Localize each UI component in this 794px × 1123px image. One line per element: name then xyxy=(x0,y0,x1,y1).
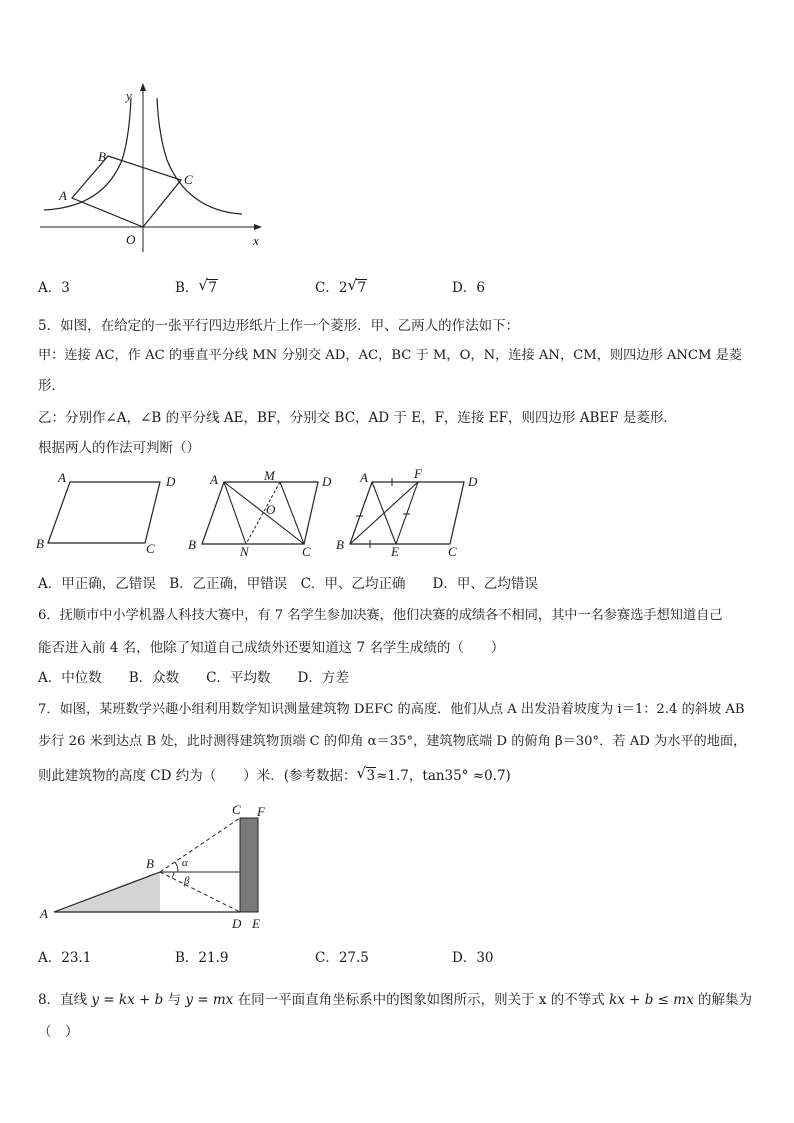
q7-line1: 7．如图，某班数学兴趣小组利用数学知识测量建筑物 DEFC 的高度．他们从点 A 出发沿着坡度为 i＝1：2.4 的斜坡 AB xyxy=(38,702,745,717)
label-alpha: α xyxy=(182,857,188,869)
q5-judge: 根据两人的作法可判断（） xyxy=(38,440,200,456)
q4-figure xyxy=(30,80,280,260)
label-b: B xyxy=(146,856,154,871)
q6-line2: 能否进入前 4 名，他除了知道自己成绩外还要知道这 7 名学生成绩的（ ） xyxy=(38,640,505,656)
q7-line2: 步行 26 米到达点 B 处，此时测得建筑物顶端 C 的仰角 α＝35°，建筑物底端 D 的俯角 β＝30°．若 AD 为水平的地面， xyxy=(38,734,747,749)
q7-option-b[interactable]: B．21.9 xyxy=(175,950,229,966)
fig3-label-d: D xyxy=(468,474,478,489)
y-axis-arrow xyxy=(140,83,146,91)
sqrt-sign: √ 7 xyxy=(198,279,218,296)
fig3-label-b: B xyxy=(336,537,344,552)
bisector-bf xyxy=(350,482,418,544)
fig2-label-m: M xyxy=(264,468,275,483)
sqrt-sign: √ 7 xyxy=(347,279,367,296)
q6-line1: 6．抚顺市中小学机器人科技大赛中，有 7 名学生参加决赛，他们决赛的成绩各不相同，其中一名参赛选手想知道自己 xyxy=(38,608,723,623)
right-hyperbola xyxy=(157,98,242,214)
q5-options[interactable]: A．甲正确，乙错误 B．乙正确，甲错误 C．甲、乙均正确 D．甲、乙均错误 xyxy=(38,576,538,592)
x-axis-arrow xyxy=(254,224,262,230)
building-defc xyxy=(240,818,258,912)
q5-jia-line2: 形． xyxy=(38,378,65,394)
fig2-label-d: D xyxy=(322,474,332,489)
fig1-label-c: C xyxy=(146,541,155,556)
q7-option-d[interactable]: D．30 xyxy=(452,950,494,966)
label-beta: β xyxy=(184,875,190,887)
inequality: kx + b ≤ mx xyxy=(609,992,694,1008)
sqrt-sign: √ 3 xyxy=(357,767,377,784)
q5-yi-line: 乙：分别作∠A，∠B 的平分线 AE，BF，分别交 BC，AD 于 E，F，连接 EF，则四边形 ABEF 是菱形． xyxy=(38,410,677,426)
fig1-label-d: D xyxy=(166,474,176,489)
fig2-label-o: O xyxy=(266,502,276,517)
q5-stem: 5．如图，在给定的一张平行四边形纸片上作一个菱形．甲、乙两人的作法如下： xyxy=(38,318,520,334)
label-y: y xyxy=(126,88,132,103)
fig2-label-c: C xyxy=(302,544,311,558)
angle-alpha-arc xyxy=(175,862,178,872)
fig2-label-n: N xyxy=(240,544,249,558)
sight-bc xyxy=(160,818,240,872)
label-a: A xyxy=(59,188,67,203)
quadrilateral-oabc xyxy=(72,156,181,227)
fig2-label-a: A xyxy=(210,472,218,487)
label-f: F xyxy=(257,804,265,819)
q7-figure xyxy=(34,798,294,938)
label-d: D xyxy=(232,916,242,931)
label-x: x xyxy=(253,233,259,248)
left-hyperbola xyxy=(44,98,131,210)
fig3-label-c: C xyxy=(448,544,457,558)
q8-line2: （ ） xyxy=(38,1024,79,1040)
formula-kx-plus-b: y = kx + b xyxy=(91,992,164,1008)
label-c: C xyxy=(232,802,241,817)
q7-line3: 则此建筑物的高度 CD 约为（ ）米．(参考数据：√ 3≈1.7，tan35° ≈0.7) xyxy=(38,764,511,784)
q5-jia-line1: 甲：连接 AC，作 AC 的垂直平分线 MN 分别交 AD，AC，BC 于 M，O，N，连接 AN，CM，则四边形 ANCM 是菱 xyxy=(38,348,743,363)
q4-option-b[interactable]: B．√ 7 xyxy=(175,276,218,296)
label-c: C xyxy=(184,172,193,187)
fig3-label-e: E xyxy=(391,544,399,558)
q7-option-a[interactable]: A．23.1 xyxy=(38,950,92,966)
label-a: A xyxy=(40,906,48,921)
q4-option-c[interactable]: C．2√ 7 xyxy=(315,276,367,296)
segment-an xyxy=(224,482,246,544)
q5-figure-1 xyxy=(30,468,190,558)
label-b: B xyxy=(98,149,106,164)
q8-line1: 8．直线 y = kx + b 与 y = mx 在同一平面直角坐标系中的图象如图所示，则关于 x 的不等式 kx + b ≤ mx 的解集为 xyxy=(38,992,752,1008)
fig3-label-a: A xyxy=(360,470,368,485)
parallelogram-abcd xyxy=(48,482,160,543)
q7-option-c[interactable]: C．27.5 xyxy=(315,950,369,966)
angle-beta-arc xyxy=(172,872,174,878)
q4-option-a[interactable]: A．3 xyxy=(38,280,70,296)
label-e: E xyxy=(252,916,260,931)
fig3-label-f: F xyxy=(414,466,422,481)
fig1-label-b: B xyxy=(36,536,44,551)
q4-option-d[interactable]: D．6 xyxy=(452,280,485,296)
formula-mx: y = mx xyxy=(185,992,234,1008)
q5-figure-2 xyxy=(180,466,340,558)
q5-figure-3 xyxy=(330,466,490,558)
fig1-label-a: A xyxy=(58,470,66,485)
q6-options[interactable]: A．中位数 B．众数 C．平均数 D．方差 xyxy=(38,670,349,686)
fig2-label-b: B xyxy=(188,537,196,552)
label-o: O xyxy=(126,232,136,247)
